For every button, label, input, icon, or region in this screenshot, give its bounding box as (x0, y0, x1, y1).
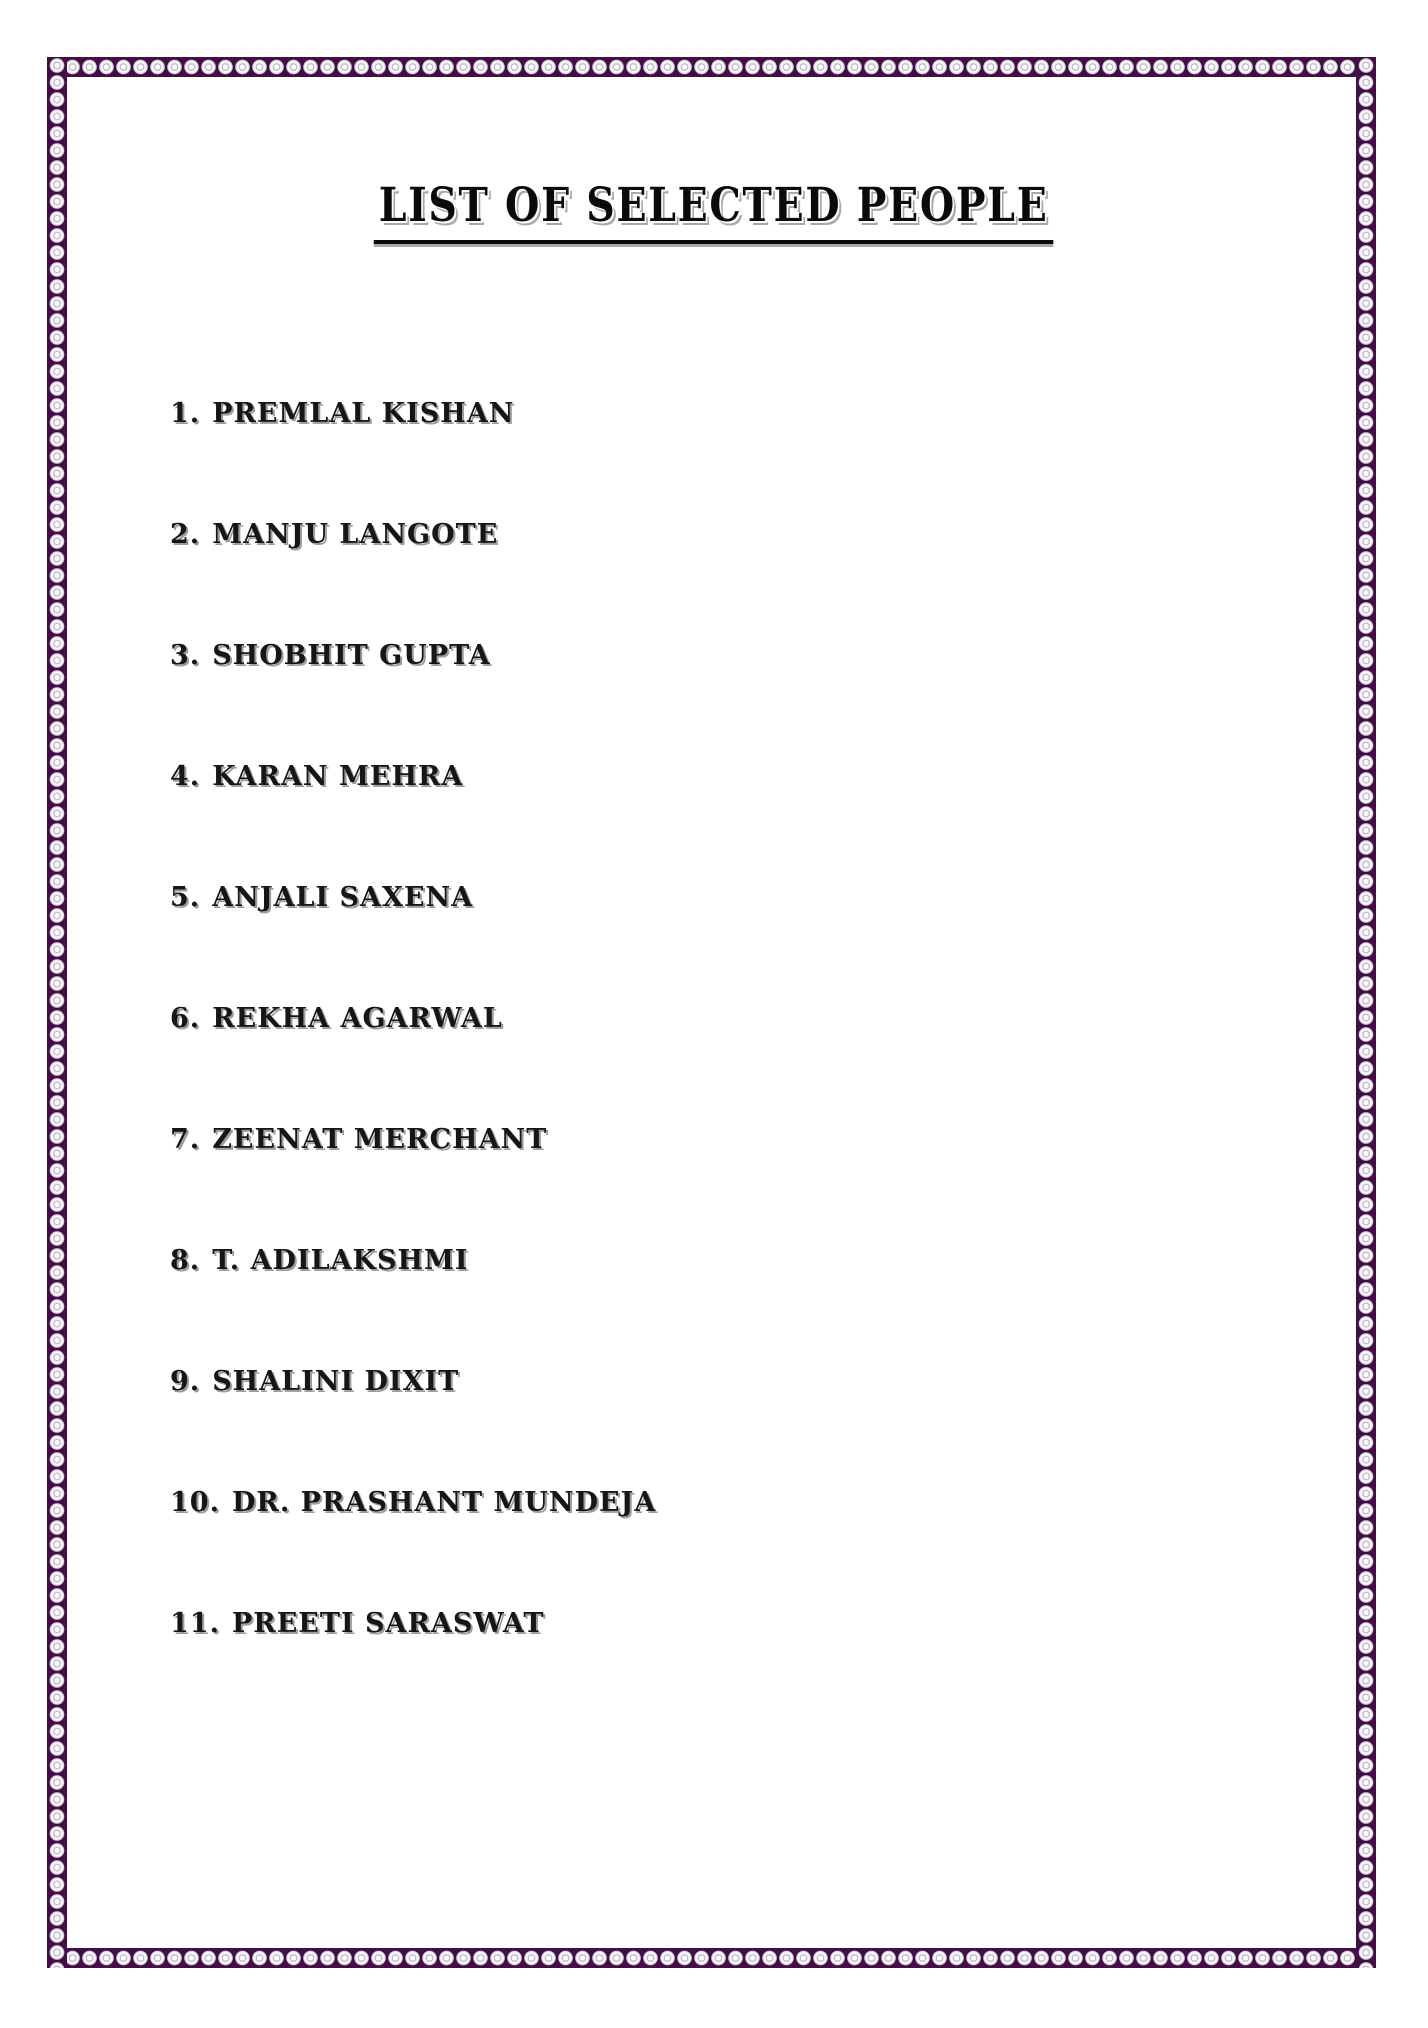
list-item (170, 640, 656, 673)
ornamental-border-top (47, 57, 1376, 77)
list-item-name: PREMLAL KISHAN (212, 398, 515, 429)
list-item-number: 3. (170, 640, 201, 671)
list-item-name: T. ADILAKSHMI (212, 1245, 469, 1276)
list-item-name: ANJALI SAXENA (212, 882, 474, 913)
list-item (170, 398, 656, 431)
list-item (170, 519, 656, 552)
list-item-number: 7. (170, 1124, 201, 1155)
list-item-name: DR. PRASHANT MUNDEJA (231, 1487, 657, 1518)
title-container (0, 178, 1428, 244)
list-item-name: SHALINI DIXIT (212, 1366, 460, 1397)
list-item-name: KARAN MEHRA (212, 761, 464, 792)
list-item-number: 11. (170, 1608, 220, 1639)
list-item-name: SHOBHIT GUPTA (212, 640, 491, 671)
list-item (170, 1245, 656, 1278)
list-item (170, 1124, 656, 1157)
list-item-number: 2. (170, 519, 201, 550)
list-item-number: 5. (170, 882, 201, 913)
list-item (170, 1487, 656, 1520)
list-item-number: 8. (170, 1245, 201, 1276)
list-item (170, 1003, 656, 1036)
page-title: LIST OF SELECTED PEOPLE (374, 178, 1054, 244)
list-item-number: 1. (170, 398, 201, 429)
list-item-number: 10. (170, 1487, 220, 1518)
ornamental-border-left (47, 57, 67, 1968)
list-item-number: 4. (170, 761, 201, 792)
list-item (170, 761, 656, 794)
list-item (170, 1608, 656, 1641)
list-item-name: REKHA AGARWAL (212, 1003, 503, 1034)
list-item-number: 6. (170, 1003, 201, 1034)
list-item-name: PREETI SARASWAT (231, 1608, 545, 1639)
people-list (170, 398, 656, 1729)
list-item-name: ZEENAT MERCHANT (212, 1124, 548, 1155)
ornamental-border-right (1356, 57, 1376, 1968)
list-item-number: 9. (170, 1366, 201, 1397)
ornamental-border-bottom (47, 1948, 1376, 1968)
list-item (170, 1366, 656, 1399)
list-item (170, 882, 656, 915)
list-item-name: MANJU LANGOTE (212, 519, 499, 550)
